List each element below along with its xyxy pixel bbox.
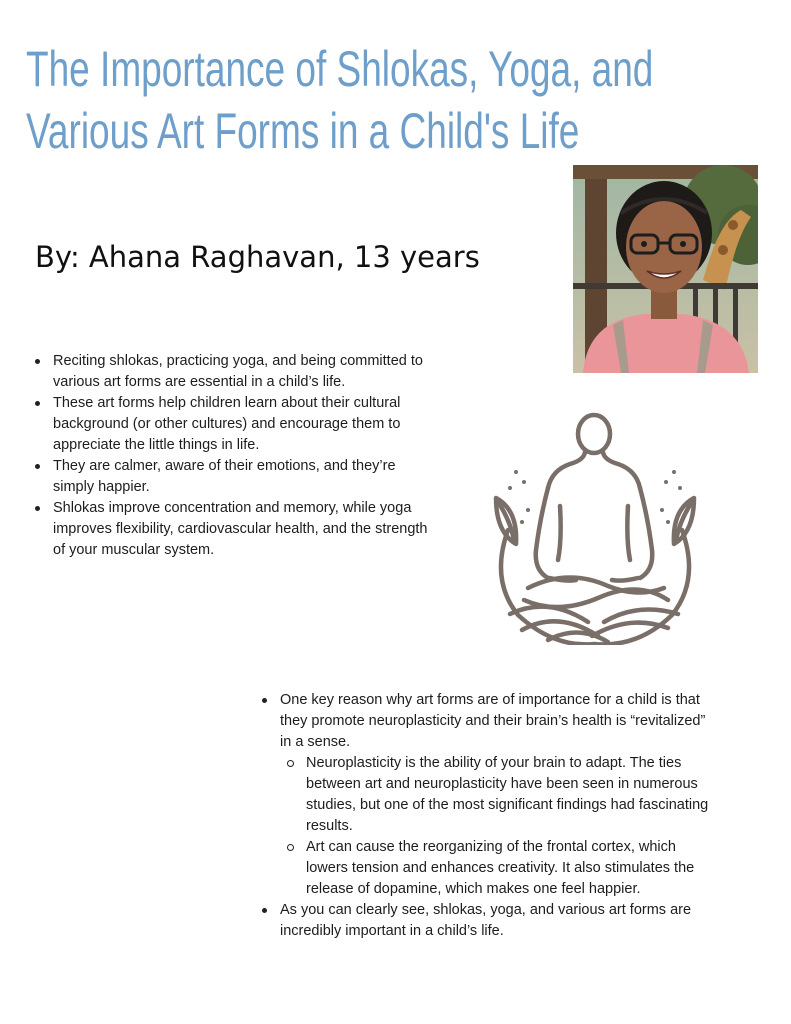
meditation-figure-icon (488, 410, 702, 645)
sublist-item: Art can cause the reorganizing of the frontal cortex, which lowers tension and enhances creativity. It also stimulates the release of dopamine, which makes one feel happier. (280, 837, 710, 900)
list-item: These art forms help children learn about their cultural background (or other cultures) and encourage them to appreciate the little things in life. (32, 393, 432, 456)
list-item: Shlokas improve concentration and memory, while yoga improves flexibility, cardiovascular health, and the strength of your muscular system. (32, 498, 432, 561)
sublist-item: Neuroplasticity is the ability of your brain to adapt. The ties between art and neuroplasticity have been seen in numerous studies, but one of the most significant findings had fascinating results. (280, 753, 710, 837)
author-photo-icon (573, 165, 758, 373)
list-item: Reciting shlokas, practicing yoga, and being committed to various art forms are essential in a child’s life. (32, 351, 432, 393)
neuroplasticity-sublist (280, 753, 710, 900)
author-photo (573, 165, 758, 373)
page-title (26, 38, 654, 162)
art-forms-bullet-list (260, 690, 710, 942)
title-line-2: Various Art Forms in a Child's Life (26, 103, 580, 159)
author-byline: By: Ahana Raghavan, 13 years (35, 240, 480, 274)
list-item-conclusion: As you can clearly see, shlokas, yoga, and various art forms are incredibly important in a child’s life. (260, 900, 710, 942)
meditation-illustration (488, 410, 702, 645)
list-item-neuroplasticity (260, 690, 710, 900)
list-item: They are calmer, aware of their emotions, and they’re simply happier. (32, 456, 432, 498)
title-line-1: The Importance of Shlokas, Yoga, and (26, 41, 654, 97)
intro-bullet-list (32, 351, 432, 561)
list-item-text: One key reason why art forms are of importance for a child is that they promote neuroplasticity and their brain’s health is “revitalized” in a sense. (280, 692, 706, 750)
